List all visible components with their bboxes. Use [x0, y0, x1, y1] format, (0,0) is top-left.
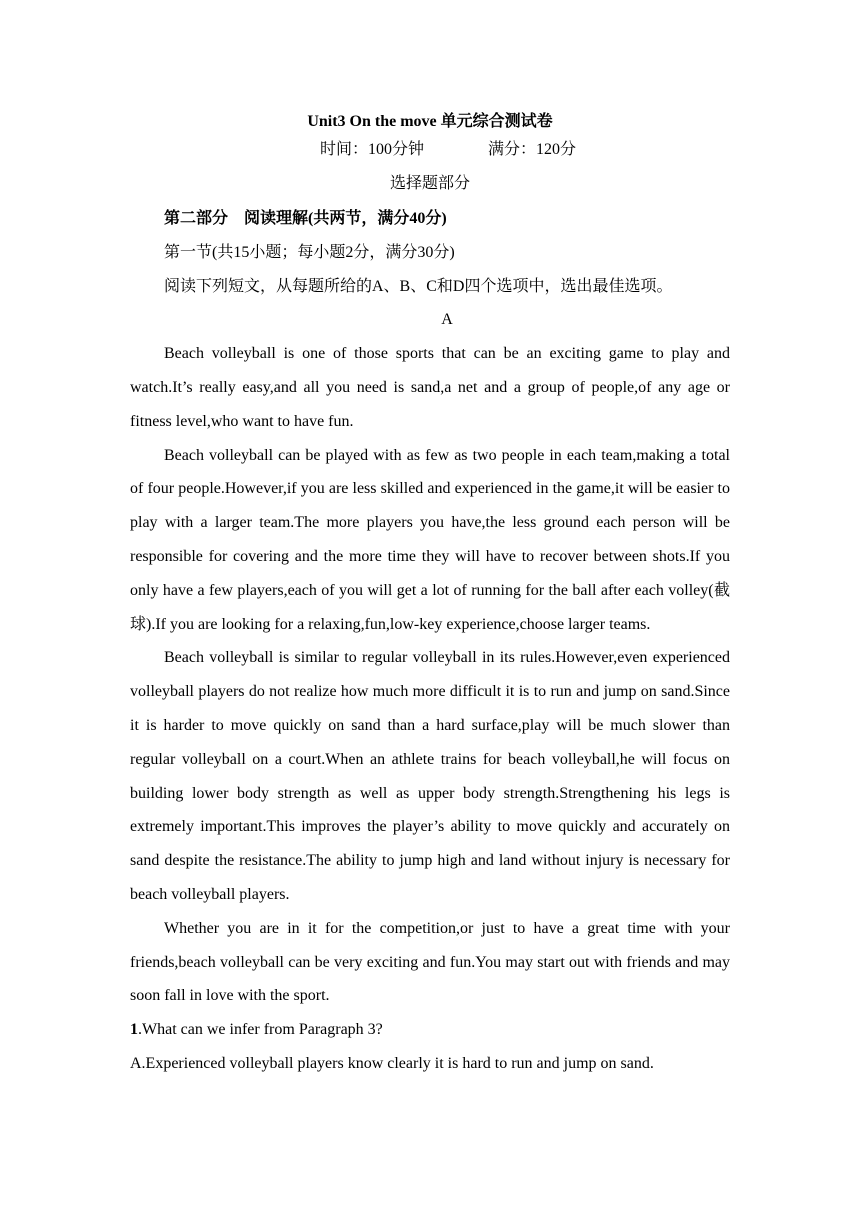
passage-paragraph-3: Beach volleyball is similar to regular volleyball in its rules.However,even experienced volleyball players do not realize how much more difficult it is to run and jump on sand.Since it is harder to move quickly on sand than a hard surface,play will be much slower than regular volleyball on a court.When an athlete trains for beach volleyball,he will focus on building lower body strength as well as upper body strength.Strengthening his legs is extremely important.This improves the player’s ability to move quickly and accurately on sand despite the resistance.The ability to jump high and land without injury is necessary for beach volleyball players.: [130, 649, 730, 903]
part-heading: 第二部分 阅读理解(共两节，满分40分): [164, 210, 447, 227]
passage-paragraph-1: Beach volleyball is one of those sports that can be an exciting game to play and watch.It’s really easy,and all you need is sand,a net and a group of people,of any age or fitness level,who want to have fun.: [130, 345, 730, 430]
question-1: [130, 1013, 730, 1047]
passage-paragraph-4: Whether you are in it for the competition,or just to have a great time with your friends,beach volleyball can be very exciting and fun.You may start out with friends and may soon fall in love with the sport.: [130, 919, 730, 1005]
passage-letter: A: [441, 311, 453, 329]
exam-title: Unit3 On the move 单元综合测试卷: [307, 113, 553, 130]
part-instruction: 阅读下列短文，从每题所给的A、B、C和D四个选项中，选出最佳选项。: [164, 277, 673, 295]
question-number: 1: [130, 1021, 138, 1039]
question-stem: .What can we infer from Paragraph 3?: [138, 1021, 383, 1039]
exam-score: 满分：120分: [488, 141, 577, 158]
exam-page: [130, 108, 730, 1081]
passage-paragraph-2: Beach volleyball can be played with as few as two people in each team,making a total of four people.However,if you are less skilled and experienced in the game,it will be easier to play with a larger team.The more players you have,the less ground each person will be responsible for covering and the more time they will have to recover between shots.If you only have a few players,each of you will get a lot of running for the ball after each volley(截球).If you are looking for a relaxing,fun,low-key experience,choose larger teams.: [130, 446, 730, 633]
part-subheading: 第一节(共15小题；每小题2分，满分30分): [164, 243, 455, 261]
section-label: 选择题部分: [389, 175, 470, 192]
exam-time: 时间：100分钟: [319, 141, 424, 158]
exam-meta: [130, 136, 730, 164]
question-1-option-a: A.Experienced volleyball players know clearly it is hard to run and jump on sand.: [130, 1054, 654, 1072]
